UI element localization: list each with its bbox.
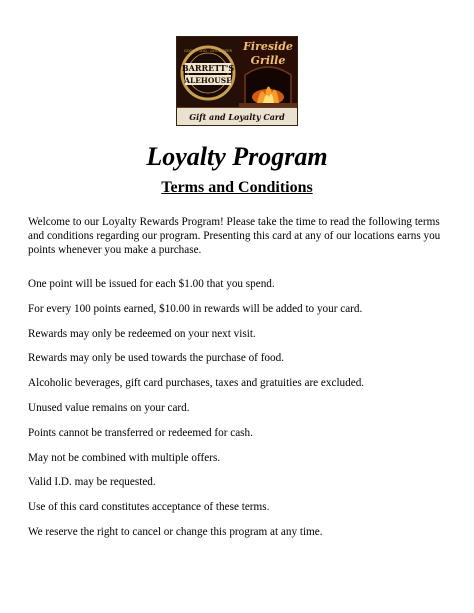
card-artwork <box>177 37 297 125</box>
intro-paragraph <box>28 215 456 257</box>
right-logo-line-1: Fireside <box>243 40 293 53</box>
term-item: May not be combined with multiple offers. <box>28 451 221 464</box>
page-subtitle: Terms and Conditions <box>161 179 313 196</box>
left-logo-line-1: BARRETT'S <box>181 63 235 73</box>
term-item: We reserve the right to cancel or change this program at any time. <box>28 525 323 538</box>
left-logo-ring-text: GOOD FOOD · GOOD BEER <box>183 49 233 53</box>
term-item: Rewards may only be used towards the purchase of food. <box>28 352 285 365</box>
term-item: Rewards may only be redeemed on your next visit. <box>28 327 256 340</box>
terms-list <box>28 277 456 550</box>
term-item: Use of this card constitutes acceptance of these terms. <box>28 501 270 514</box>
intro-line: Welcome to our Loyalty Rewards Program! Please take the time to read the following terms <box>28 216 440 228</box>
term-item: Unused value remains on your card. <box>28 401 190 414</box>
gift-loyalty-card-image <box>176 36 298 126</box>
term-item: Points cannot be transferred or redeemed for cash. <box>28 426 253 439</box>
intro-line: points whenever you make a purchase. <box>28 244 202 256</box>
intro-line: and conditions regarding our program. Presenting this card at any of our locations earns you <box>28 230 441 242</box>
term-item: For every 100 points earned, $10.00 in rewards will be added to your card. <box>28 302 363 315</box>
left-logo-line-2: ALEHOUSE <box>184 76 232 85</box>
term-item: Valid I.D. may be requested. <box>28 476 156 489</box>
page-title: Loyalty Program <box>146 142 328 171</box>
term-item: Alcoholic beverages, gift card purchases, taxes and gratuities are excluded. <box>28 377 365 390</box>
term-item: One point will be issued for each $1.00 that you spend. <box>28 278 275 290</box>
card-banner-text: Gift and Loyalty Card <box>189 112 285 122</box>
right-logo-line-2: Grille <box>250 54 286 67</box>
